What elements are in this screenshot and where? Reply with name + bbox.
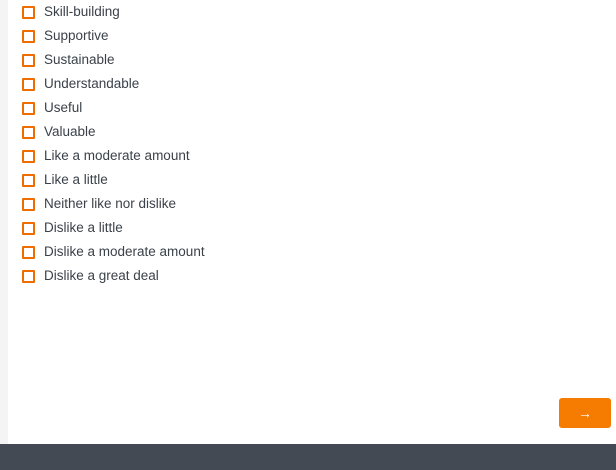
- checkbox-option-label: Dislike a moderate amount: [44, 244, 205, 260]
- checkbox-icon[interactable]: [22, 270, 35, 283]
- footer-bar: [0, 444, 616, 470]
- checkbox-icon[interactable]: [22, 102, 35, 115]
- checkbox-option-label: Dislike a little: [44, 220, 123, 236]
- checkbox-option-row[interactable]: [22, 96, 205, 120]
- checkbox-icon[interactable]: [22, 6, 35, 19]
- checkbox-option-row[interactable]: [22, 240, 205, 264]
- checkbox-icon[interactable]: [22, 246, 35, 259]
- checkbox-option-row[interactable]: [22, 0, 205, 24]
- checkbox-option-row[interactable]: [22, 192, 205, 216]
- checkbox-option-label: Supportive: [44, 28, 109, 44]
- checkbox-option-label: Understandable: [44, 76, 140, 92]
- checkbox-option-list: [22, 0, 205, 288]
- checkbox-option-label: Like a little: [44, 172, 108, 188]
- next-button[interactable]: →: [559, 398, 611, 428]
- checkbox-option-label: Sustainable: [44, 52, 115, 68]
- checkbox-option-row[interactable]: [22, 168, 205, 192]
- checkbox-option-row[interactable]: [22, 264, 205, 288]
- survey-content: [8, 0, 616, 444]
- checkbox-option-row[interactable]: [22, 72, 205, 96]
- checkbox-option-label: Dislike a great deal: [44, 268, 159, 284]
- checkbox-option-label: Skill-building: [44, 4, 120, 20]
- checkbox-option-label: Useful: [44, 100, 83, 116]
- checkbox-icon[interactable]: [22, 126, 35, 139]
- checkbox-option-row[interactable]: [22, 120, 205, 144]
- checkbox-icon[interactable]: [22, 54, 35, 67]
- checkbox-option-row[interactable]: [22, 144, 205, 168]
- checkbox-option-row[interactable]: [22, 24, 205, 48]
- checkbox-icon[interactable]: [22, 150, 35, 163]
- checkbox-icon[interactable]: [22, 222, 35, 235]
- checkbox-option-row[interactable]: [22, 216, 205, 240]
- checkbox-option-label: Neither like nor dislike: [44, 196, 177, 212]
- left-rail: [0, 0, 8, 444]
- checkbox-icon[interactable]: [22, 30, 35, 43]
- checkbox-icon[interactable]: [22, 198, 35, 211]
- checkbox-icon[interactable]: [22, 78, 35, 91]
- checkbox-icon[interactable]: [22, 174, 35, 187]
- checkbox-option-label: Like a moderate amount: [44, 148, 190, 164]
- checkbox-option-label: Valuable: [44, 124, 96, 140]
- checkbox-option-row[interactable]: [22, 48, 205, 72]
